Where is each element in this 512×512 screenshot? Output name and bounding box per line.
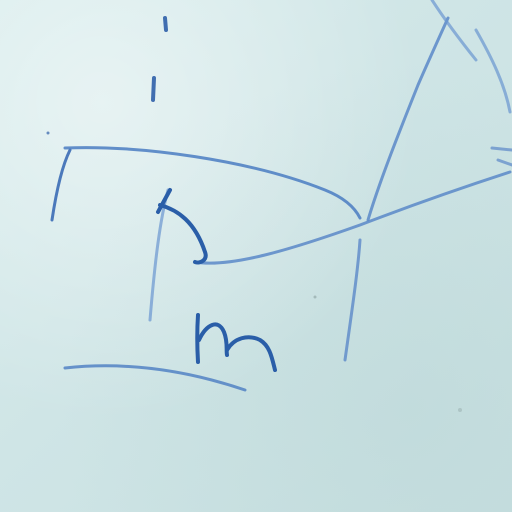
ink-bottom-underline: [65, 366, 245, 390]
ink-right-vertical: [345, 240, 360, 360]
ink-dot-mid: [153, 78, 154, 100]
handwritten-letter-h: [150, 190, 206, 320]
ink-left-bracket: [52, 150, 70, 220]
ink-swoosh: [195, 172, 510, 263]
ink-dot-top: [165, 18, 166, 30]
ink-top-right-scribble-1: [432, 0, 476, 60]
handwritten-letter-m: [197, 315, 275, 370]
ink-right-edge-mark: [492, 148, 512, 165]
paper-speck-1: [314, 296, 317, 299]
ink-diagonal-up: [368, 18, 448, 220]
ink-top-right-scribble-2: [476, 30, 510, 112]
ink-speck: [47, 132, 50, 135]
paper-speck-2: [458, 408, 462, 412]
ink-top-arc: [65, 148, 360, 218]
